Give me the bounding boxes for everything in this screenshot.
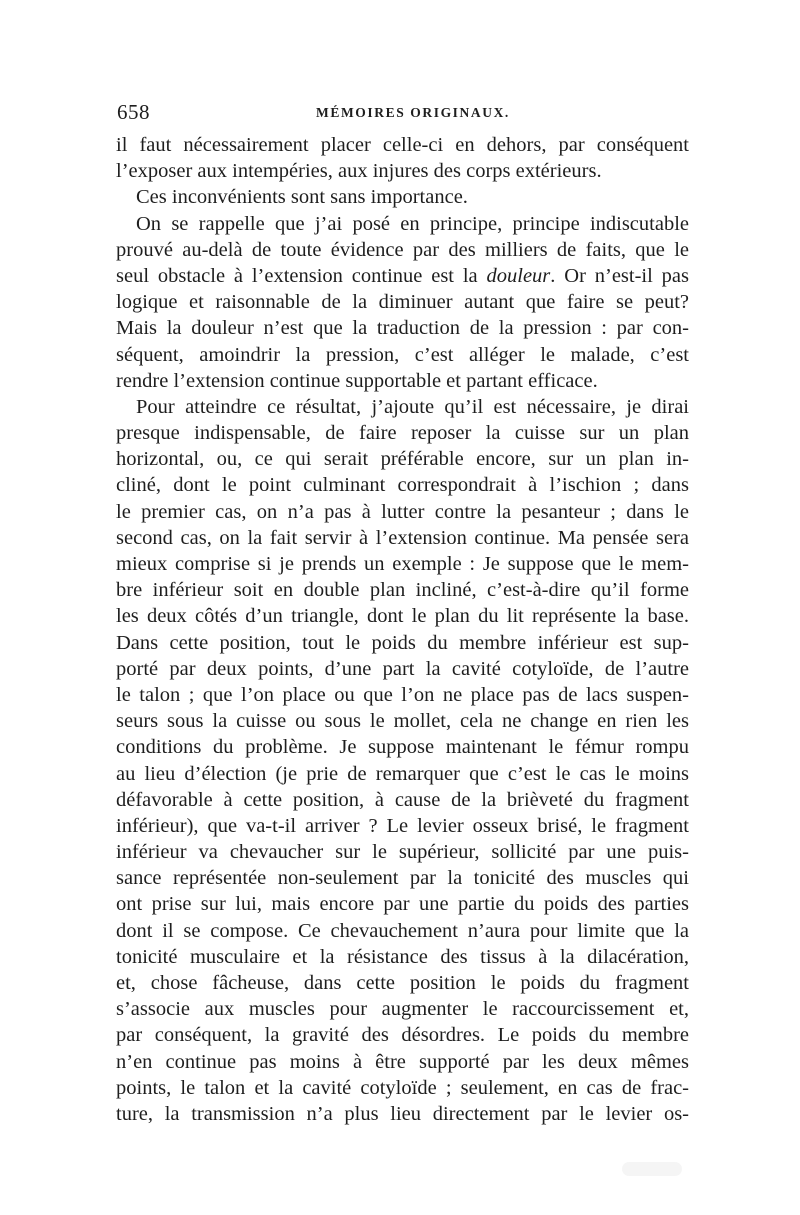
text-run: dont il se compose. Ce chevauchement n’aura pour limite que la bbox=[116, 919, 689, 942]
text-run: le premier cas, on n’a pas à lutter contre la pesanteur ; dans le bbox=[116, 500, 689, 523]
text-run: il faut nécessairement placer celle-ci en dehors, par conséquent bbox=[116, 134, 689, 156]
text-line bbox=[116, 499, 689, 525]
text-line bbox=[116, 551, 689, 577]
text-line bbox=[116, 839, 689, 865]
text-run: et, chose fâcheuse, dans cette position le poids du fragment bbox=[116, 972, 689, 994]
text-line bbox=[116, 787, 689, 813]
text-run: sance représentée non-seulement par la tonicité des muscles qui bbox=[116, 867, 689, 890]
body-text bbox=[116, 132, 689, 1127]
text-run: cliné, dont le point culminant correspondrait à l’ischion ; dans bbox=[116, 474, 689, 497]
text-run: séquent, amoindrir la pression, c’est alléger le malade, c’est bbox=[116, 343, 689, 366]
text-line bbox=[116, 970, 689, 996]
text-line bbox=[116, 315, 689, 341]
text-line bbox=[116, 682, 689, 708]
text-run: On se rappelle que j’ai posé en principe, principe indiscutable bbox=[136, 212, 689, 235]
text-run: inférieur va chevaucher sur le supérieur, sollicité par une puis- bbox=[116, 841, 689, 864]
text-line bbox=[116, 656, 689, 682]
text-line bbox=[116, 891, 689, 917]
text-run: logique et raisonnable de la diminuer autant que faire se peut? bbox=[116, 291, 689, 314]
text-run: mieux comprise si je prends un exemple : Je suppose que le mem- bbox=[116, 553, 689, 575]
text-run: s’associe aux muscles pour augmenter le raccourcissement et, bbox=[116, 998, 689, 1021]
text-run: porté par deux points, d’une part la cavité cotyloïde, de l’autre bbox=[116, 657, 689, 680]
text-line bbox=[116, 263, 689, 289]
text-line bbox=[116, 996, 689, 1022]
text-run: par conséquent, la gravité des désordres. Le poids du membre bbox=[116, 1024, 689, 1047]
text-line bbox=[116, 944, 689, 970]
text-line bbox=[116, 1101, 689, 1127]
text-line bbox=[116, 1022, 689, 1048]
text-line bbox=[116, 813, 689, 839]
text-run: Mais la douleur n’est que la traduction de la pression : par con- bbox=[116, 317, 689, 340]
text-run: seurs sous la cuisse ou sous le mollet, cela ne change en rien les bbox=[116, 710, 689, 733]
text-line bbox=[116, 394, 689, 420]
text-line bbox=[116, 1075, 689, 1101]
text-line bbox=[116, 446, 689, 472]
text-run: tonicité musculaire et la résistance des tissus à la dilacération, bbox=[116, 945, 689, 968]
text-line bbox=[116, 132, 689, 158]
text-run: l’exposer aux intempéries, aux injures des corps extérieurs. bbox=[116, 160, 602, 183]
text-run: conditions du problème. Je suppose maintenant le fémur rompu bbox=[116, 736, 689, 759]
running-head bbox=[117, 100, 683, 128]
text-line bbox=[116, 158, 689, 184]
text-run: inférieur), que va-t-il arriver ? Le levier osseux brisé, le fragment bbox=[116, 814, 689, 837]
text-line bbox=[116, 525, 689, 551]
text-line bbox=[116, 211, 689, 237]
text-run: les deux côtés d’un triangle, dont le plan du lit représente la base. bbox=[116, 605, 689, 628]
emphasis: douleur bbox=[486, 264, 551, 287]
text-line bbox=[116, 708, 689, 734]
running-title: MÉMOIRES ORIGINAUX. bbox=[316, 105, 510, 120]
text-line bbox=[116, 630, 689, 656]
text-line bbox=[116, 472, 689, 498]
text-run: Ces inconvénients sont sans importance. bbox=[136, 186, 468, 209]
text-run: n’en continue pas moins à être supporté par les deux mêmes bbox=[116, 1050, 689, 1073]
text-line bbox=[116, 289, 689, 315]
text-line bbox=[116, 237, 689, 263]
text-line bbox=[116, 761, 689, 787]
text-line bbox=[116, 420, 689, 446]
text-run: seul obstacle à l’extension continue est la bbox=[116, 264, 487, 287]
text-run: défavorable à cette position, à cause de la brièveté du fragment bbox=[116, 788, 689, 811]
text-line bbox=[116, 1049, 689, 1075]
text-run: ture, la transmission n’a plus lieu directement par le levier os- bbox=[116, 1102, 689, 1125]
text-line bbox=[116, 865, 689, 891]
text-run: horizontal, ou, ce qui serait préférable encore, sur un plan in- bbox=[116, 448, 689, 471]
text-line bbox=[116, 734, 689, 760]
text-line bbox=[116, 184, 689, 210]
text-run: bre inférieur soit en double plan incliné, c’est-à-dire qu’il forme bbox=[116, 579, 689, 602]
text-run: points, le talon et la cavité cotyloïde ; seulement, en cas de frac- bbox=[116, 1076, 689, 1099]
text-run: presque indispensable, de faire reposer la cuisse sur un plan bbox=[116, 422, 689, 445]
text-run: le talon ; que l’on place ou que l’on ne place pas de lacs suspen- bbox=[116, 683, 689, 706]
paper-stain bbox=[622, 1162, 682, 1176]
text-run: au lieu d’élection (je prie de remarquer que c’est le cas le moins bbox=[116, 762, 689, 785]
text-line bbox=[116, 918, 689, 944]
text-run: . Or n’est-il pas bbox=[550, 264, 690, 287]
text-line bbox=[116, 603, 689, 629]
text-run: second cas, on la fait servir à l’extension continue. Ma pensée sera bbox=[116, 526, 689, 549]
text-run: rendre l’extension continue supportable et partant efficace. bbox=[116, 369, 598, 392]
text-line bbox=[116, 577, 689, 603]
text-run: Dans cette position, tout le poids du membre inférieur est sup- bbox=[116, 631, 689, 654]
text-run: Pour atteindre ce résultat, j’ajoute qu’il est nécessaire, je dirai bbox=[136, 395, 689, 418]
page-number: 658 bbox=[117, 100, 150, 124]
text-line bbox=[116, 342, 689, 368]
text-run: ont prise sur lui, mais encore par une partie du poids des parties bbox=[116, 893, 689, 916]
text-run: prouvé au-delà de toute évidence par des milliers de faits, que le bbox=[116, 238, 689, 261]
text-line bbox=[116, 368, 689, 394]
